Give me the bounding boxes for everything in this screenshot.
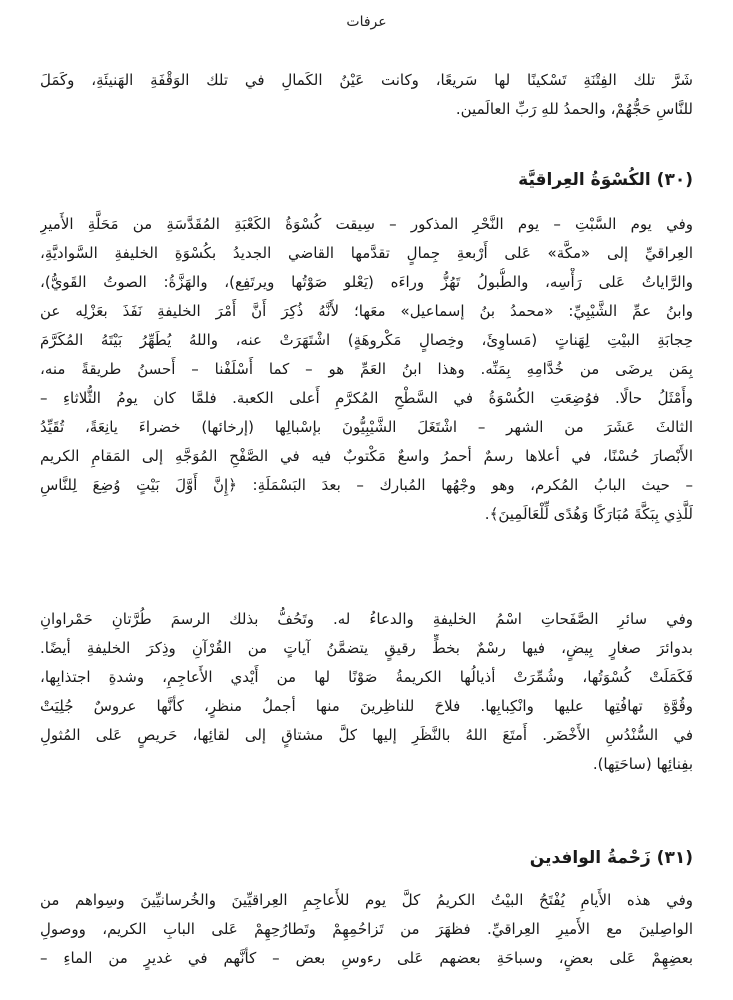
section-31-heading: (٣١) زَحْمةُ الوافدين xyxy=(529,848,693,868)
text-line: شَرَّ تلك الفِتْنَةِ تَسْكينًا لها سَريعًا، وكانت عَيْنُ الكَمالِ في تلك الوَقْفَةِ الهَنيئَةِ، وكَمَلَ xyxy=(40,71,693,89)
text-line: بِمَن يرضَى من خُدَّامِهِ بِمَنِّه. وهذا ابنُ العَمِّ هو – كما أَسْلَفْنا – أَحسنُ طريقةً منه، xyxy=(40,360,693,378)
section-31-paragraph-1 xyxy=(40,886,693,973)
intro-paragraph xyxy=(40,66,693,124)
section-30-paragraph-1 xyxy=(40,210,693,529)
text-line: الواصِلينَ مع الأَميرِ العِراقيِّ. فظهَرَ من تَزاحُمِهِمْ وتَطارُحِهِمْ عَلى البابِ الكريم، ووصولِ xyxy=(40,920,693,938)
text-line: حِجابَةِ البيْتِ لِهَناتٍ (مَساوِئَ، وخِصالٍ مَكْروهَةٍ) اشْتَهَرَتْ عنه، واللهُ يُطَهِّرُ بَيْتَهُ المُكَرَّمَ xyxy=(40,331,693,349)
running-head: عرفات xyxy=(346,14,387,30)
text-line: بعضِهِمْ عَلى بعضٍ، وسباحَةِ بعضهم عَلى رءوسِ بعض – كأنَّهم في غديرٍ من الماءِ – xyxy=(40,949,693,967)
text-line: والرَّاياتُ عَلى رَأْسِه، والطُّبولُ تَهُزُّ وراءَه (يَعْلو صَوْتُها ويرتَفِع)، والهَزَّةُ: الصوتُ القَويُّ)، xyxy=(40,273,693,291)
text-line: للنَّاسِ حَجُّهُمْ، والحمدُ للهِ رَبِّ العالَمين. xyxy=(455,100,693,118)
text-line: الأَبْصارَ حُسْنًا، في أعلاها رسمٌ أحمرُ واسعٌ مَكْتوبٌ فيه في الصَّفْحِ المُوَجَّهِ إلى المَقامِ الكريم xyxy=(40,447,693,465)
text-line: العِراقيِّ إلى «مكَّة» عَلى أَرْبعةِ جِمالٍ تقدَّمها القاضي الجديدُ بكُسْوَةِ الخليفةِ السَّواديَّةِ، xyxy=(40,244,693,262)
text-line: في السُّنْدُسِ الأَخْضَر. أَمتَعَ اللهُ بالنَّظَرِ إليها كلَّ مشتاقٍ إلى لقائِها، حَريصٍ عَلى المُثولِ xyxy=(40,726,693,744)
text-line: – حيث البابُ المُكرم، وهو وجْهُها المُبارك – بعدَ البَسْمَلَةِ: ﴿إِنَّ أَوَّلَ بَيْتٍ وُضِعَ لِلنَّاسِ xyxy=(40,476,693,494)
text-line: وفي يوم السَّبْتِ – يوم النَّحْرِ المذكور – سِيقت كُسْوَةُ الكَعْبَةِ المُقَدَّسَةِ من مَحَلَّةِ الأَميرِ xyxy=(40,215,693,233)
text-line: لَلَّذِي بِبَكَّةَ مُبَارَكًا وَهُدًى لِّلْعَالَمِينَ﴾. xyxy=(484,505,693,523)
text-line: بفِنائِها (ساحَتِها). xyxy=(592,755,693,773)
text-line: فَكَمَلَتْ كُسْوَتُها، وشُمِّرَتْ أذيالُها الكريمةُ صَوْنًا لها من أَيْدي الأَعاجِمِ، وشدةِ اجتذابِها، xyxy=(40,668,693,686)
section-30-paragraph-2 xyxy=(40,605,693,779)
text-line: وفي سائرِ الصَّفَحاتِ اسْمُ الخليفةِ والدعاءُ له. وتَحُفُّ بذلك الرسمَ طُرَّتانِ حَمْراوانِ xyxy=(40,610,693,628)
text-line: وأَمْثَلُ حالًا. فوُضِعَتِ الكُسْوَةُ في السَّطْحِ المُكرَّمِ أَعلى الكعبة. فلمَّا كان يومُ الثُّلاثاءِ – xyxy=(40,389,693,407)
text-line: الثالثَ عَشَرَ من الشهر – اشْتَغَلَ الشَّيْبِيُّونَ بإسْبالِها (إرخائها) خضراءَ يانِعَةً، تُقَيِّدُ xyxy=(40,418,693,436)
text-line: وقُوَّةِ تهافُتِها عليها وانْكِبابِها. فلاحَ للناظِرينَ منها أجملُ منظرٍ، كأنَّها عروسٌ جُلِيَتْ xyxy=(40,697,693,715)
text-line: وابنُ عمِّ الشَّيْبِيِّ: «محمدُ بنُ إسماعيل» معَها؛ لأَنَّهُ ذُكِرَ أَنَّ أَمْرَ الخليفةِ نَفَذَ بعَزْلِه عن xyxy=(40,302,693,320)
text-line: بدوائرَ صغارٍ بِيضٍ، فيها رسْمٌ بخطٍّ رقيقٍ يتضمَّنُ آياتٍ من القُرْآنِ وذِكرَ الخليفةِ أيضًا. xyxy=(40,639,693,657)
section-30-heading: (٣٠) الكُسْوَةُ العِراقيَّة xyxy=(518,170,693,190)
text-line: وفي هذه الأَيامِ يُفْتَحُ البيْتُ الكريمُ كلَّ يوم للأَعاجِمِ العِراقيِّينَ والخُرسانيِّينَ وسِواهم من xyxy=(40,891,693,909)
